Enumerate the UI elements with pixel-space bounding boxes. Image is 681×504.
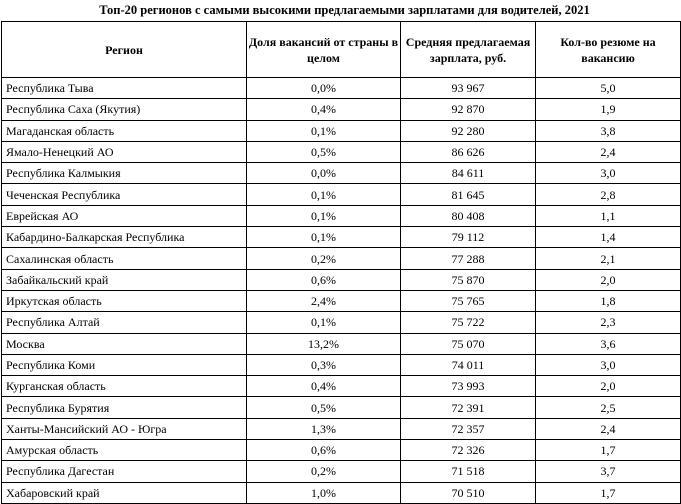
table-row: [2, 312, 681, 333]
table-row: [2, 184, 681, 205]
region-cell: Кабардино-Балкарская Республика: [2, 227, 247, 248]
table-title: Топ-20 регионов с самыми высокими предлагаемыми зарплатами для водителей, 2021: [99, 3, 590, 17]
salary-cell: 74 011: [401, 354, 536, 375]
share-cell: 0,5%: [247, 141, 401, 162]
share-cell: 0,2%: [247, 248, 401, 269]
resumes-cell: 2,8: [536, 184, 681, 205]
region-cell: Чеченская Республика: [2, 184, 247, 205]
table-row: [2, 141, 681, 162]
table-row: [2, 354, 681, 375]
region-cell: Республика Алтай: [2, 312, 247, 333]
resumes-cell: 1,7: [536, 482, 681, 503]
table-body: [2, 78, 681, 504]
resumes-cell: 3,8: [536, 120, 681, 141]
share-cell: 0,1%: [247, 312, 401, 333]
share-cell: 0,1%: [247, 205, 401, 226]
table-row: [2, 248, 681, 269]
share-cell: 0,0%: [247, 78, 401, 99]
region-cell: Амурская область: [2, 440, 247, 461]
header-share: Доля вакансий от страны в целом: [247, 22, 401, 78]
resumes-cell: 3,7: [536, 461, 681, 482]
share-cell: 0,0%: [247, 163, 401, 184]
share-cell: 0,6%: [247, 440, 401, 461]
region-cell: Иркутская область: [2, 290, 247, 311]
table-row: [2, 269, 681, 290]
salary-cell: 77 288: [401, 248, 536, 269]
table-row: [2, 440, 681, 461]
share-cell: 0,2%: [247, 461, 401, 482]
region-cell: Магаданская область: [2, 120, 247, 141]
table-row: [2, 99, 681, 120]
share-cell: 0,6%: [247, 269, 401, 290]
table-row: [2, 482, 681, 503]
table-row: [2, 290, 681, 311]
resumes-cell: 5,0: [536, 78, 681, 99]
salary-cell: 75 070: [401, 333, 536, 354]
share-cell: 0,5%: [247, 397, 401, 418]
resumes-cell: 1,4: [536, 227, 681, 248]
salary-cell: 71 518: [401, 461, 536, 482]
table-row: [2, 376, 681, 397]
region-cell: Курганская область: [2, 376, 247, 397]
share-cell: 0,4%: [247, 99, 401, 120]
table-row: [2, 397, 681, 418]
share-cell: 0,3%: [247, 354, 401, 375]
resumes-cell: 3,0: [536, 163, 681, 184]
region-cell: Ханты-Мансийский АО - Югра: [2, 418, 247, 439]
salary-cell: 73 993: [401, 376, 536, 397]
share-cell: 13,2%: [247, 333, 401, 354]
resumes-cell: 1,7: [536, 440, 681, 461]
table-row: [2, 461, 681, 482]
salary-cell: 75 722: [401, 312, 536, 333]
region-cell: Еврейская АО: [2, 205, 247, 226]
header-resumes: Кол-во резюме на вакансию: [536, 22, 681, 78]
region-cell: Забайкальский край: [2, 269, 247, 290]
table-row: [2, 163, 681, 184]
resumes-cell: 3,6: [536, 333, 681, 354]
resumes-cell: 3,0: [536, 354, 681, 375]
share-cell: 1,3%: [247, 418, 401, 439]
table-row: [2, 120, 681, 141]
region-cell: Сахалинская область: [2, 248, 247, 269]
region-cell: Республика Саха (Якутия): [2, 99, 247, 120]
share-cell: 0,4%: [247, 376, 401, 397]
region-cell: Москва: [2, 333, 247, 354]
region-cell: Ямало-Ненецкий АО: [2, 141, 247, 162]
region-cell: Республика Коми: [2, 354, 247, 375]
salary-cell: 75 870: [401, 269, 536, 290]
resumes-cell: 2,4: [536, 141, 681, 162]
salary-table: [1, 21, 681, 504]
header-row: [2, 22, 681, 78]
resumes-cell: 2,4: [536, 418, 681, 439]
salary-cell: 72 326: [401, 440, 536, 461]
resumes-cell: 1,1: [536, 205, 681, 226]
table-row: [2, 333, 681, 354]
salary-cell: 75 765: [401, 290, 536, 311]
resumes-cell: 1,8: [536, 290, 681, 311]
salary-cell: 92 870: [401, 99, 536, 120]
region-cell: Хабаровский край: [2, 482, 247, 503]
table-row: [2, 418, 681, 439]
share-cell: 0,1%: [247, 184, 401, 205]
salary-cell: 70 510: [401, 482, 536, 503]
share-cell: 2,4%: [247, 290, 401, 311]
salary-cell: 86 626: [401, 141, 536, 162]
salary-cell: 72 357: [401, 418, 536, 439]
salary-cell: 93 967: [401, 78, 536, 99]
share-cell: 1,0%: [247, 482, 401, 503]
resumes-cell: 1,9: [536, 99, 681, 120]
salary-cell: 80 408: [401, 205, 536, 226]
salary-cell: 92 280: [401, 120, 536, 141]
region-cell: Республика Дагестан: [2, 461, 247, 482]
table-row: [2, 205, 681, 226]
resumes-cell: 2,0: [536, 269, 681, 290]
region-cell: Республика Бурятия: [2, 397, 247, 418]
resumes-cell: 2,0: [536, 376, 681, 397]
header-region: Регион: [2, 22, 247, 78]
region-cell: Республика Калмыкия: [2, 163, 247, 184]
salary-cell: 81 645: [401, 184, 536, 205]
resumes-cell: 2,3: [536, 312, 681, 333]
salary-cell: 72 391: [401, 397, 536, 418]
share-cell: 0,1%: [247, 227, 401, 248]
region-cell: Республика Тыва: [2, 78, 247, 99]
salary-cell: 79 112: [401, 227, 536, 248]
header-salary: Средняя предлагаемая зарплата, руб.: [401, 22, 536, 78]
table-row: [2, 78, 681, 99]
salary-cell: 84 611: [401, 163, 536, 184]
resumes-cell: 2,1: [536, 248, 681, 269]
table-row: [2, 227, 681, 248]
resumes-cell: 2,5: [536, 397, 681, 418]
share-cell: 0,1%: [247, 120, 401, 141]
